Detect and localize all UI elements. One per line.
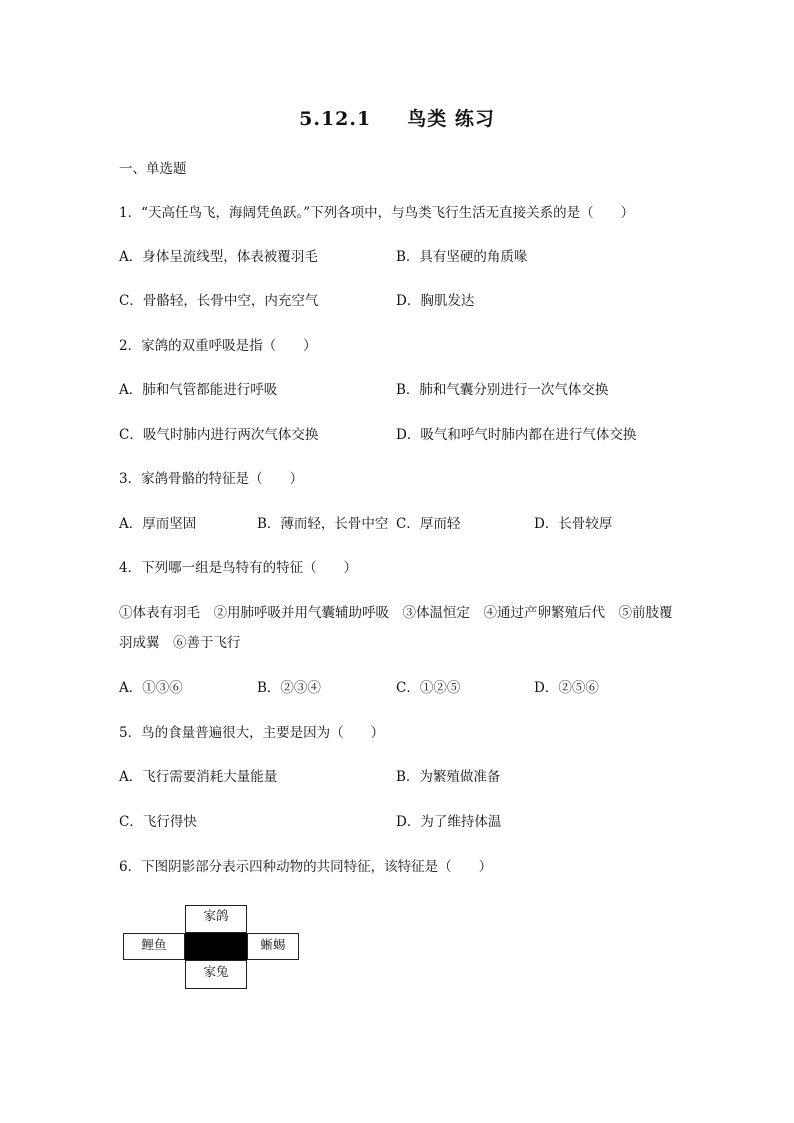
- q4-option-b: B．②③④: [257, 680, 321, 696]
- section-heading: 一、单选题: [119, 161, 187, 177]
- question-4-stem: 4．下列哪一组是鸟特有的特征（ ）: [119, 560, 358, 576]
- q2-option-a: A．肺和气管都能进行呼吸: [119, 382, 278, 398]
- q5-option-a: A．飞行需要消耗大量能量: [119, 769, 278, 785]
- page-title: [0, 104, 794, 131]
- q1-option-b: B．具有坚硬的角质喙: [396, 249, 528, 265]
- title-text: 鸟类 练习: [407, 108, 495, 130]
- q5-option-d: D．为了维持体温: [396, 814, 502, 830]
- diagram-cell-carp: 鲤鱼: [123, 933, 185, 960]
- question-6-stem: 6．下图阴影部分表示四种动物的共同特征，该特征是（ ）: [119, 859, 493, 875]
- q1-option-c: C．骨骼轻，长骨中空，内充空气: [119, 293, 319, 309]
- q2-option-b: B．肺和气囊分别进行一次气体交换: [396, 382, 609, 398]
- q2-option-c: C．吸气时肺内进行两次气体交换: [119, 427, 319, 443]
- q3-option-a: A．厚而坚固: [119, 516, 197, 532]
- question-3-stem: 3．家鸽骨骼的特征是（ ）: [119, 471, 304, 487]
- q4-statements: ①体表有羽毛 ②用肺呼吸并用气囊辅助呼吸 ③体温恒定 ④通过产卵繁殖后代 ⑤前肢覆羽成翼 ⑥善于飞行: [119, 605, 673, 651]
- q3-option-b: B．薄而轻，长骨中空: [257, 516, 389, 532]
- question-2-stem: 2．家鸽的双重呼吸是指（ ）: [119, 338, 317, 354]
- animal-features-diagram: [123, 905, 299, 989]
- q2-option-d: D．吸气和呼气时肺内都在进行气体交换: [396, 427, 637, 443]
- q4-option-a: A．①③⑥: [119, 680, 183, 696]
- q1-option-a: A．身体呈流线型，体表被覆羽毛: [119, 249, 318, 265]
- q1-option-d: D．胸肌发达: [396, 293, 475, 309]
- q4-option-c: C．①②⑤: [396, 680, 461, 696]
- diagram-cell-rabbit: 家兔: [185, 960, 247, 989]
- diagram-cell-lizard: 蜥蜴: [247, 933, 299, 960]
- q5-option-b: B．为繁殖做准备: [396, 769, 501, 785]
- diagram-shaded-center: [185, 933, 247, 960]
- q3-option-c: C．厚而轻: [396, 516, 461, 532]
- q4-option-d: D．②⑤⑥: [534, 680, 599, 696]
- diagram-cell-pigeon: 家鸽: [185, 905, 247, 933]
- q5-option-c: C．飞行得快: [119, 814, 197, 830]
- question-1-stem: 1．“天高任鸟飞，海阔凭鱼跃。”下列各项中，与鸟类飞行生活无直接关系的是（ ）: [119, 205, 635, 221]
- question-5-stem: 5．鸟的食量普遍很大，主要是因为（ ）: [119, 725, 385, 741]
- title-number: 5.12.1: [299, 108, 372, 130]
- q3-option-d: D．长骨较厚: [534, 516, 613, 532]
